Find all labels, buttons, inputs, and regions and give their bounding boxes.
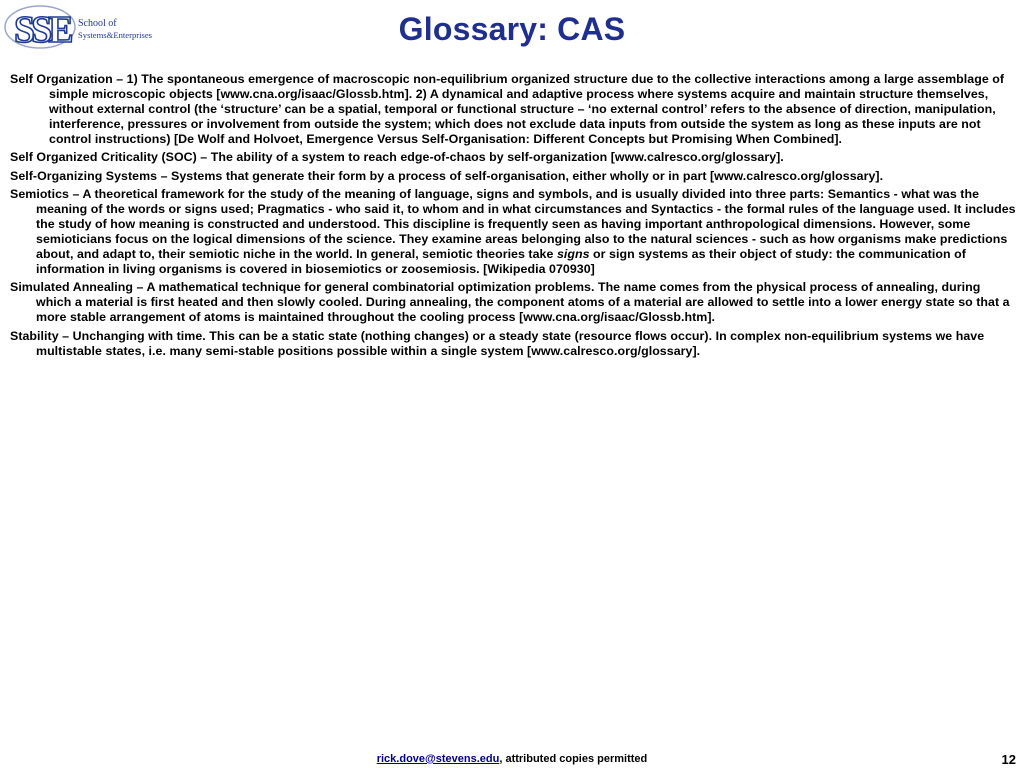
entry-self-organizing-systems: Self-Organizing Systems – Systems that generate their form by a process of self-organisation, either wholly or in part [www.calresco.org/glossary]. <box>10 168 884 183</box>
semiotics-signs-emphasis: signs <box>556 247 590 262</box>
entry-semiotics <box>10 187 1016 278</box>
footer-email-link[interactable]: rick.dove@stevens.edu <box>376 753 500 765</box>
entry-self-organization: Self Organization – 1) The spontaneous emergence of macroscopic non-equilibrium organized structure due to the collective interactions among a large assemblage of simple microscopic objects [www.cna.org/isaac/Glossb.htm]. 2) A dynamical and adaptive process where systems acquire and maintain structure themselves, without external control (the ‘structure’ can be a spatial, temporal or functional structure – ‘no external control’ refers to the absence of direction, manipulation, interference, pressures or involvement from outside the system; which does not exclude data inputs from outside the system as long as these inputs are not control instructions) [De Wolf and Holvoet, Emergence Versus Self-Organisation: Different Concepts but Promising When Combined]. <box>10 72 1005 147</box>
page-title: Glossary: CAS <box>398 11 626 47</box>
footer-copy-note: , attributed copies permitted <box>499 753 648 765</box>
entry-simulated-annealing: Simulated Annealing – A mathematical technique for general combinatorial optimization problems. The name comes from the physical process of annealing, during which a material is first heated and then slowly cooled. During annealing, the component atoms of a material are allowed to settle into a lower energy state so that a more stable arrangement of atoms is maintained throughout the cooling process [www.cna.org/isaac/Glossb.htm]. <box>10 280 1010 325</box>
entry-stability: Stability – Unchanging with time. This can be a static state (nothing changes) or a steady state (resource flows occur). In complex non-equilibrium systems we have multistable states, i.e. many semi-stable positions possible within a single system [www.calresco.org/glossary]. <box>10 328 985 358</box>
semiotics-text-part1: Semiotics – A theoretical framework for the study of the meaning of language, signs and symbols, and is usually divided into three parts: Semantics - what was the meaning of the words or signs used; Pragmatics - who said it, to whom and in what circumstances and Syntactics - the formal rules of the language used. It includes the study of how meaning is constructed and understood. This discipline is frequently seen as having important anthropological dimensions. However, some semioticians focus on the logical dimensions of the science. They examine areas belonging also to the natural sciences - such as how organisms make predictions about, and adapt to, their semiotic niche in the world. In general, semiotic theories take <box>10 186 1016 262</box>
page-number: 12 <box>1001 752 1016 767</box>
glossary-body <box>10 72 1016 362</box>
semiotics-text-part2: or sign systems as their object of study: the communication of information in living organisms is covered in biosemiotics or zoosemiosis. [Wikipedia 070930] <box>36 247 966 277</box>
logo-line1: School of <box>78 18 117 29</box>
entry-soc: Self Organized Criticality (SOC) – The ability of a system to reach edge-of-chaos by self-organization [www.calresco.org/glossary]. <box>10 150 784 165</box>
logo-abbr: SSE <box>14 9 70 50</box>
logo-line2: Systems&Enterprises <box>78 30 152 40</box>
footer <box>0 753 1024 765</box>
